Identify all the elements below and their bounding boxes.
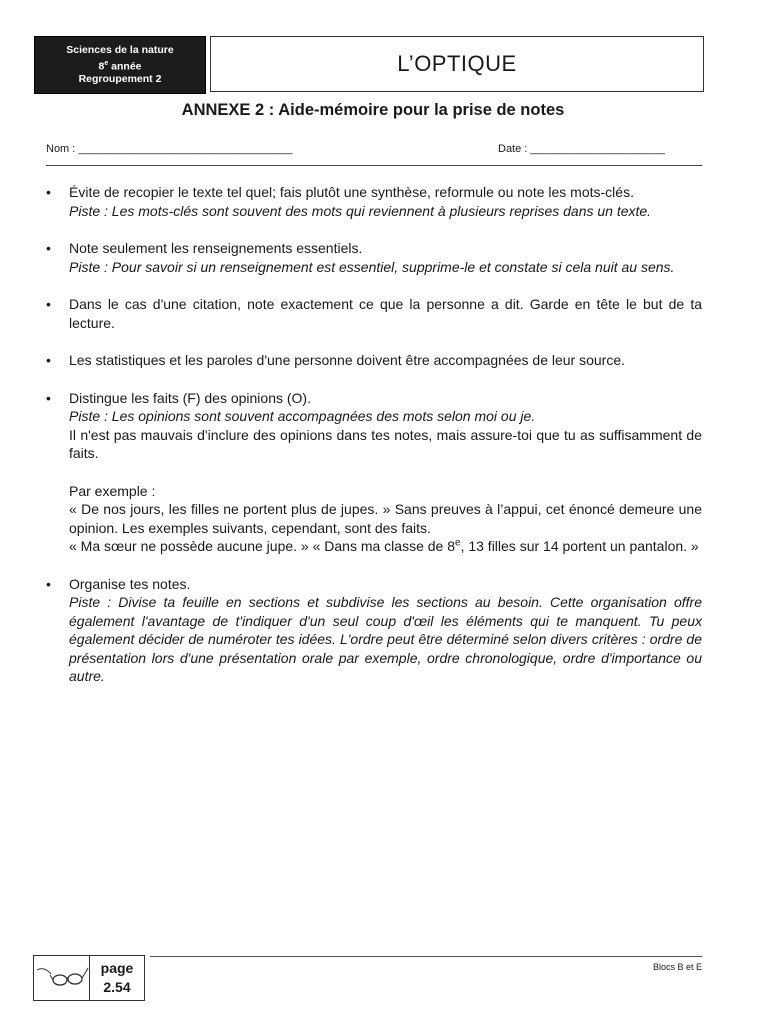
bullet: • <box>46 240 51 256</box>
example-1: « De nos jours, les filles ne portent plus de jupes. » Sans preuves à l’appui, cet énoncé demeure une opinion. Les exemples suivants, cependant, sont des faits. <box>69 501 702 536</box>
name-field <box>46 143 293 155</box>
subject-label: Sciences de la nature <box>66 43 174 56</box>
tip-hint: Piste : Pour savoir si un renseignement est essentiel, supprime-le et constate si cela nuit au sens. <box>69 258 675 275</box>
page-number: 2.54 <box>103 979 131 995</box>
unit-title-box <box>210 36 704 92</box>
name-blank: ___________________________________ <box>78 143 293 155</box>
tips-list <box>46 183 702 705</box>
course-info-box <box>34 36 206 94</box>
group-label: Regroupement 2 <box>78 73 162 86</box>
date-field <box>498 143 665 155</box>
bullet: • <box>46 575 51 592</box>
list-item <box>46 575 702 686</box>
tip-hint: Piste : Les mots-clés sont souvent des mots qui reviennent à plusieurs reprises dans un texte. <box>69 202 652 219</box>
bullet: • <box>46 389 51 406</box>
page-label: page <box>100 960 134 976</box>
header-divider <box>46 165 702 166</box>
tip-text: Dans le cas d'une citation, note exactement ce que la personne a dit. Garde en tête le but de ta lecture. <box>69 296 702 331</box>
list-item <box>46 183 702 220</box>
tip-text: Évite de recopier le texte tel quel; fais plutôt une synthèse, reformule ou note les mots-clés. <box>69 184 634 200</box>
page-number-box <box>89 955 145 1001</box>
tip-extra: Il n'est pas mauvais d'inclure des opinions dans tes notes, mais assure-toi que tu as suffisamment de faits. <box>69 426 702 461</box>
footer-divider <box>150 956 702 957</box>
tip-hint: Piste : Divise ta feuille en sections et subdivise les sections au besoin. Cette organisation offre également l'avantage de t'indiquer d'un seul coup d'œil les éléments qui te manquent. Tu peux également décider de numéroter tes idées. L'ordre peut être déterminé selon divers critères : ordre de présentation lors d'une présentation orale par exemple, ordre chronologique, ordre d'importance ou autre. <box>69 594 702 684</box>
example-2: « Ma sœur ne possède aucune jupe. » « Dans ma classe de 8e, 13 filles sur 14 portent un pantalon. » <box>69 537 699 554</box>
tip-text: Les statistiques et les paroles d'une personne doivent être accompagnées de leur source. <box>69 352 626 368</box>
name-label: Nom : <box>46 143 79 155</box>
list-item <box>46 295 702 332</box>
glasses-box <box>33 955 91 1001</box>
tip-text: Distingue les faits (F) des opinions (O). <box>69 389 311 406</box>
example-label: Par exemple : <box>69 482 156 499</box>
list-item <box>46 389 702 556</box>
blocks-label: Blocs B et E <box>652 962 702 972</box>
bullet: • <box>46 352 51 368</box>
list-item <box>46 351 702 370</box>
reading-glasses-icon <box>34 956 90 1000</box>
grade-label: 8e année <box>98 59 142 73</box>
tip-text: Note seulement les renseignements essentiels. <box>69 240 363 256</box>
annex-title: ANNEXE 2 : Aide-mémoire pour la prise de notes <box>181 101 565 119</box>
date-label: Date : <box>498 143 531 155</box>
bullet: • <box>46 184 51 200</box>
tip-text: Organise tes notes. <box>69 575 191 592</box>
bullet: • <box>46 296 51 312</box>
unit-title: L’OPTIQUE <box>397 51 517 76</box>
date-blank: ______________________ <box>530 143 665 155</box>
list-item <box>46 239 702 276</box>
tip-hint: Piste : Les opinions sont souvent accompagnées des mots selon moi ou je. <box>69 408 536 424</box>
